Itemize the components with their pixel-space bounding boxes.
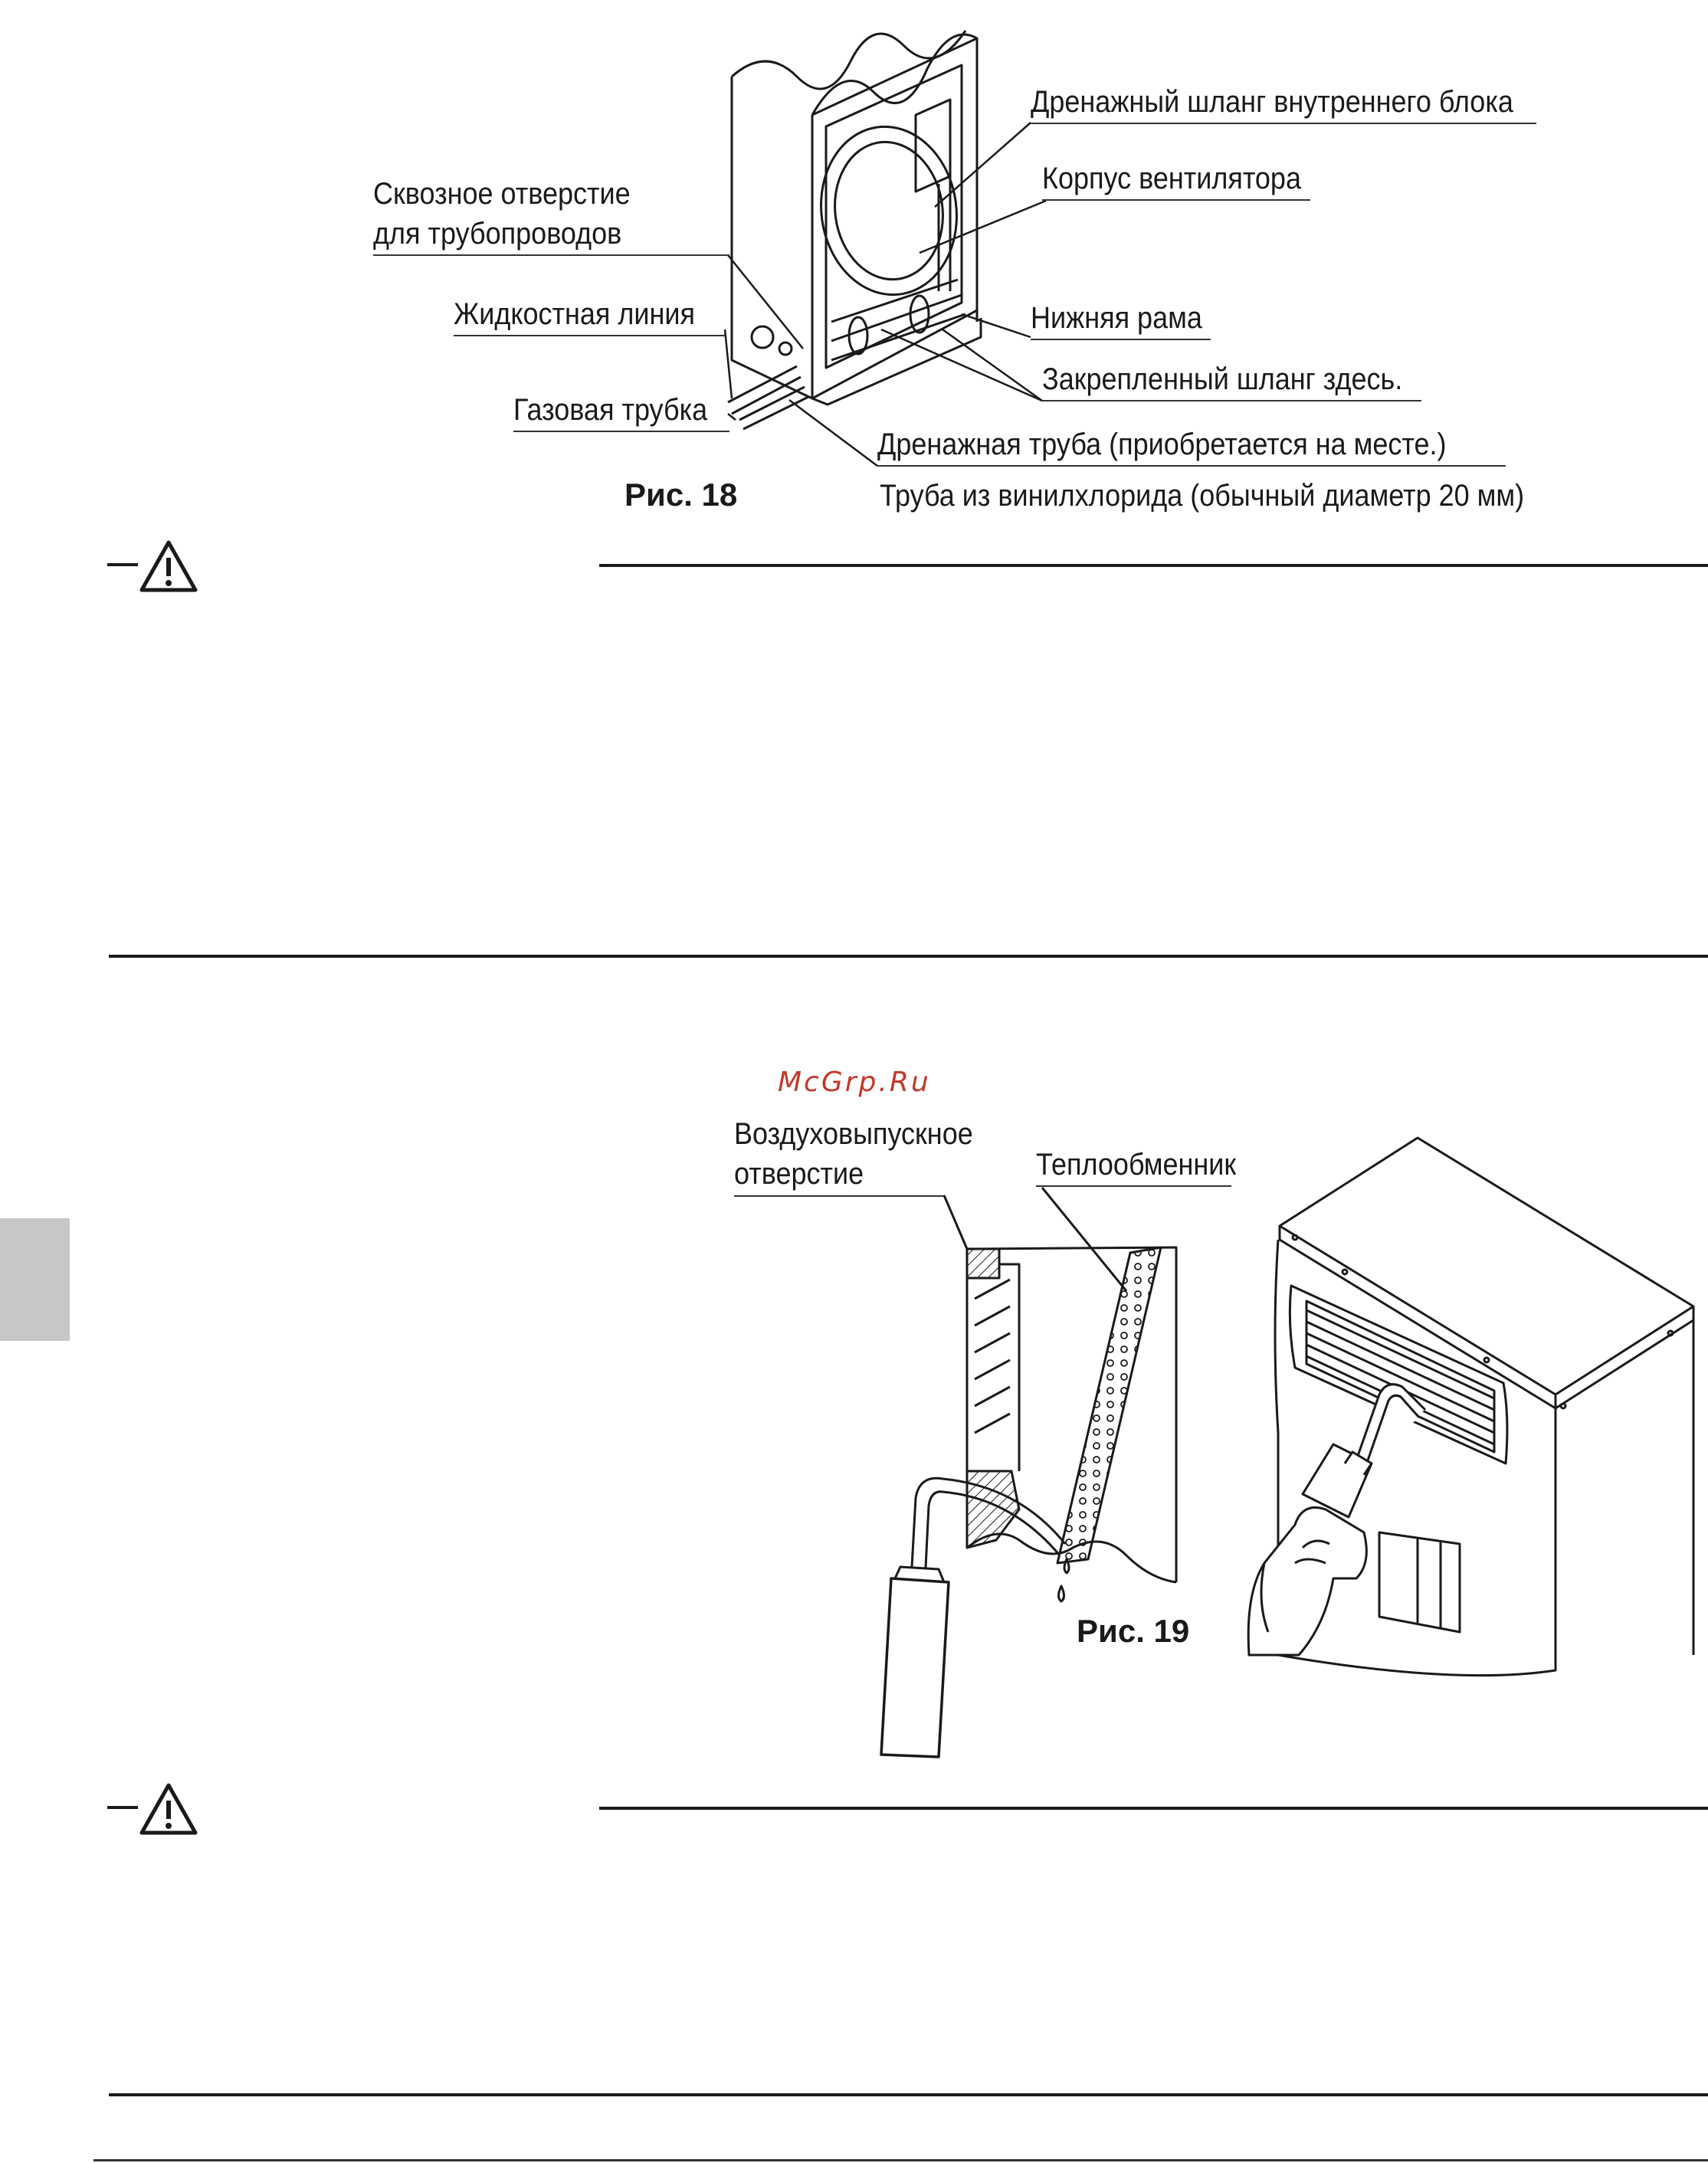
leader-hose-fixed-here — [1042, 400, 1421, 401]
leader-gas-pipe — [513, 431, 729, 432]
leader-through-hole — [373, 254, 729, 256]
label-liquid-line: Жидкостная линия — [454, 297, 696, 331]
watermark: McGrp.Ru — [778, 1067, 931, 1098]
caution-2-bottom-rule — [109, 2093, 1708, 2096]
label-hose-fixed-here: Закрепленный шланг здесь. — [1042, 362, 1403, 396]
leader-drain-hose-indoor — [1031, 123, 1536, 124]
leader-fan-casing — [1042, 199, 1310, 201]
indoor-unit-perspective-drawing — [0, 1103, 1708, 1793]
label-fan-casing: Корпус вентилятора — [1042, 162, 1301, 195]
warning-triangle-icon — [107, 1779, 199, 1840]
page-footer-rule — [93, 2159, 1708, 2161]
label-air-outlet-line2: отверстие — [734, 1157, 864, 1191]
figure-18-caption: Рис. 18 — [625, 477, 738, 513]
caution-2-top-rule — [599, 1807, 1708, 1810]
label-bottom-frame: Нижняя рама — [1031, 301, 1202, 335]
label-gas-pipe: Газовая трубка — [513, 393, 708, 427]
leader-drain-pipe — [877, 465, 1506, 467]
label-drain-hose-indoor: Дренажный шланг внутреннего блока — [1031, 85, 1513, 119]
caution-1-top-rule — [599, 564, 1708, 567]
label-through-hole-line2: для трубопроводов — [373, 217, 622, 251]
leader-bottom-frame — [1031, 339, 1211, 340]
caution-1-bottom-rule — [109, 955, 1708, 958]
label-vinyl-pipe: Труба из винилхлорида (обычный диаметр 20 мм) — [880, 479, 1525, 513]
figure-19-caption: Рис. 19 — [1077, 1613, 1190, 1649]
label-air-outlet-line1: Воздуховыпускное — [734, 1117, 973, 1151]
label-through-hole-line1: Сквозное отверстие — [373, 177, 631, 211]
label-drain-pipe: Дренажная труба (приобретается на месте.) — [877, 428, 1447, 461]
warning-triangle-icon — [107, 536, 199, 598]
label-heat-exchanger: Теплообменник — [1036, 1148, 1237, 1181]
leader-liquid-line — [454, 335, 726, 336]
